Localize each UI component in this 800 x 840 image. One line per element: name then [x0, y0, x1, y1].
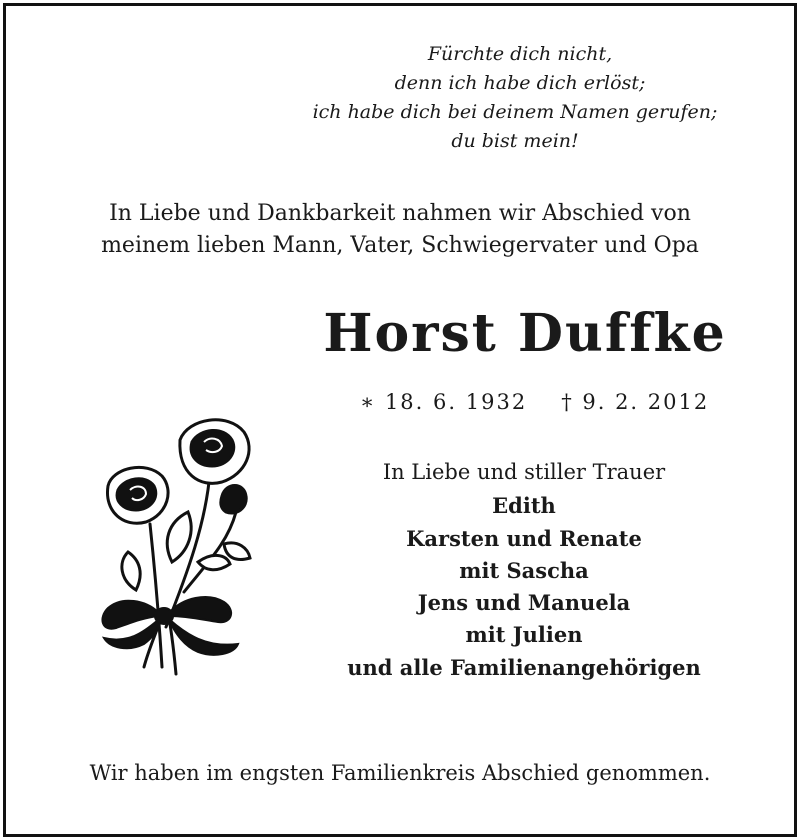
footer-text: Wir haben im engsten Familienkreis Abschied genommen. [89, 761, 711, 785]
mourner-name: mit Julien [465, 622, 583, 647]
roses-bouquet-icon [88, 412, 264, 688]
death-date: † 9. 2. 2012 [561, 390, 710, 414]
verse-line: denn ich habe dich erlöst; [394, 72, 646, 94]
birth-date: ∗ 18. 6. 1932 [360, 390, 528, 414]
life-dates [360, 390, 710, 414]
mourners-block [290, 455, 758, 685]
verse-line: Fürchte dich nicht, [427, 43, 613, 65]
deceased-name: Horst Duffke [323, 303, 727, 364]
mourner-name: Edith [492, 493, 556, 518]
mourner-name: und alle Familienangehörigen [347, 655, 701, 680]
mourner-name: mit Sascha [459, 558, 589, 583]
mourners-intro: In Liebe und stiller Trauer [382, 460, 666, 484]
verse-line: ich habe dich bei deinem Namen gerufen; [312, 101, 718, 123]
intro-line: meinem lieben Mann, Vater, Schwiegervater und Opa [101, 233, 699, 258]
intro-line: In Liebe und Dankbarkeit nahmen wir Abschied von [109, 201, 691, 226]
mourner-name: Jens und Manuela [417, 590, 631, 615]
verse-line: du bist mein! [451, 130, 579, 152]
mourner-name: Karsten und Renate [406, 526, 642, 551]
intro-text [0, 198, 800, 262]
